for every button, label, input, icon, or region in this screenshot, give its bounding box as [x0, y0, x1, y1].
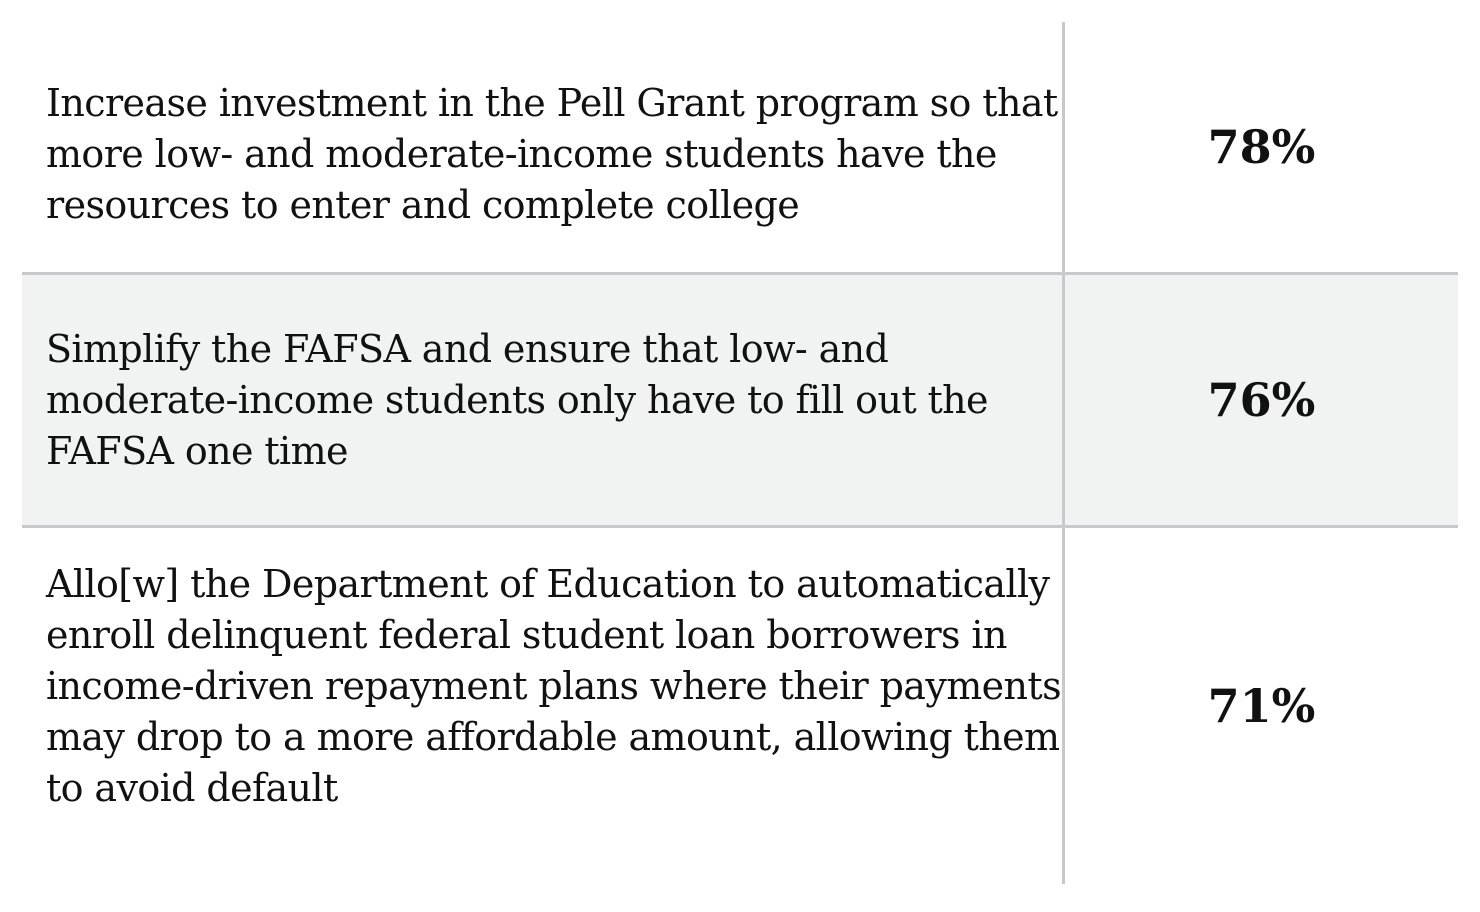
policy-description — [22, 528, 1062, 884]
support-percent: 76% — [1207, 373, 1316, 427]
policy-text: Simplify the FAFSA and ensure that low- and moderate-income students only have to fill out the FAFSA one time — [46, 326, 988, 473]
policy-description — [22, 275, 1062, 525]
policy-description — [22, 22, 1062, 272]
policy-text: Increase investment in the Pell Grant program so that more low- and moderate-income students have the resources to enter and complete college — [46, 80, 1058, 227]
table-row — [22, 525, 1458, 884]
support-percent-cell — [1062, 528, 1458, 884]
support-percent-cell — [1062, 275, 1458, 525]
table-row — [22, 22, 1458, 272]
table-row — [22, 272, 1458, 525]
support-percent: 78% — [1207, 120, 1316, 174]
policy-support-table — [22, 22, 1458, 884]
policy-text: Allo[w] the Department of Education to automatically enroll delinquent federal student loan borrowers in income-driven repayment plans where their payments may drop to a more affordable amount, allowing them to avoid default — [46, 561, 1062, 810]
support-percent: 71% — [1207, 679, 1316, 733]
support-percent-cell — [1062, 22, 1458, 272]
